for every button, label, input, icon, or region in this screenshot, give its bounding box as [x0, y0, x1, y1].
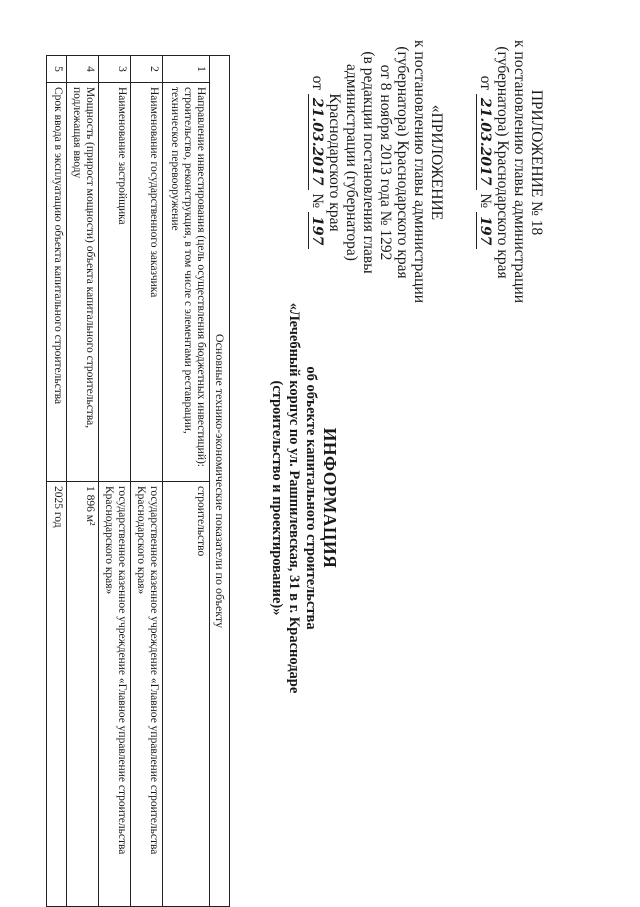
table-header: Основные технико-экономические показатели по объекту — [210, 56, 230, 907]
table-row — [131, 56, 163, 907]
object-name: «Лечебный корпус по ул. Рашпилевская, 31 в г. Краснодаре — [286, 302, 302, 694]
annex-title: «ПРИЛОЖЕНИЕ — [428, 104, 445, 221]
number-label: № — [309, 193, 326, 209]
table-row — [163, 56, 210, 907]
row-parameter: Направление инвестирования (цель осуществления бюджетных инвестиций): строительство, реконструкция, в том числе с элементами реставрации, техническое перевооружение — [163, 83, 210, 482]
table-row — [67, 56, 99, 907]
row-parameter: Наименование застройщика — [99, 83, 131, 482]
row-value: 2025 год — [47, 482, 67, 907]
row-value: государственное казенное учреждение «Главное управление строительства Краснодарского края» — [99, 482, 131, 907]
row-number: 4 — [67, 56, 99, 83]
handwritten-number: 197 — [308, 212, 324, 249]
annex-line: (губернатора) Краснодарского края — [394, 46, 411, 279]
document-subtitle: об объекте капитального строительства — [303, 366, 319, 630]
object-stage: (строительство и проектирование)» — [269, 380, 285, 616]
handwritten-date: 21.03.2017 — [308, 94, 324, 190]
annex-date-line — [308, 40, 326, 285]
annex-date-line — [476, 40, 494, 285]
annex-line: к постановлению главы администрации — [511, 40, 528, 303]
table-header-row — [210, 56, 230, 907]
annex-line: от 8 ноября 2013 года № 1292 — [377, 64, 394, 261]
row-parameter: Срок ввода в эксплуатацию объекта капитального строительства — [47, 83, 67, 482]
from-label: от — [309, 75, 326, 90]
row-value: государственное казенное учреждение «Главное управление строительства Краснодарского края» — [131, 482, 163, 907]
annex-18-block — [476, 40, 545, 303]
row-value: 1 896 м² — [67, 482, 99, 907]
document-title-block — [268, 283, 338, 713]
row-parameter: Наименование государственного заказчика — [131, 83, 163, 482]
annex-line: (в редакции постановления главы — [360, 51, 377, 274]
handwritten-number: 197 — [476, 212, 492, 249]
annex-line: к постановлению главы администрации — [411, 40, 428, 303]
annex-original-block — [308, 40, 445, 303]
handwritten-date: 21.03.2017 — [476, 94, 492, 190]
document-title: ИНФОРМАЦИЯ — [320, 427, 340, 569]
row-number: 5 — [47, 56, 67, 83]
indicators-table — [46, 55, 230, 907]
from-label: от — [477, 75, 494, 90]
table-row — [47, 56, 67, 907]
annex-line: (губернатора) Краснодарского края — [494, 46, 511, 279]
row-parameter: Мощность (прирост мощности) объекта капитального строительства, подлежащая вводу — [67, 83, 99, 482]
annex-line: администрации (губернатора) — [343, 64, 360, 261]
row-value: строительство — [163, 482, 210, 907]
annex-line: Краснодарского края — [326, 93, 343, 232]
annex-title: ПРИЛОЖЕНИЕ № 18 — [528, 89, 545, 236]
row-number: 1 — [163, 56, 210, 83]
row-number: 3 — [99, 56, 131, 83]
number-label: № — [477, 193, 494, 209]
row-number: 2 — [131, 56, 163, 83]
table-row — [99, 56, 131, 907]
